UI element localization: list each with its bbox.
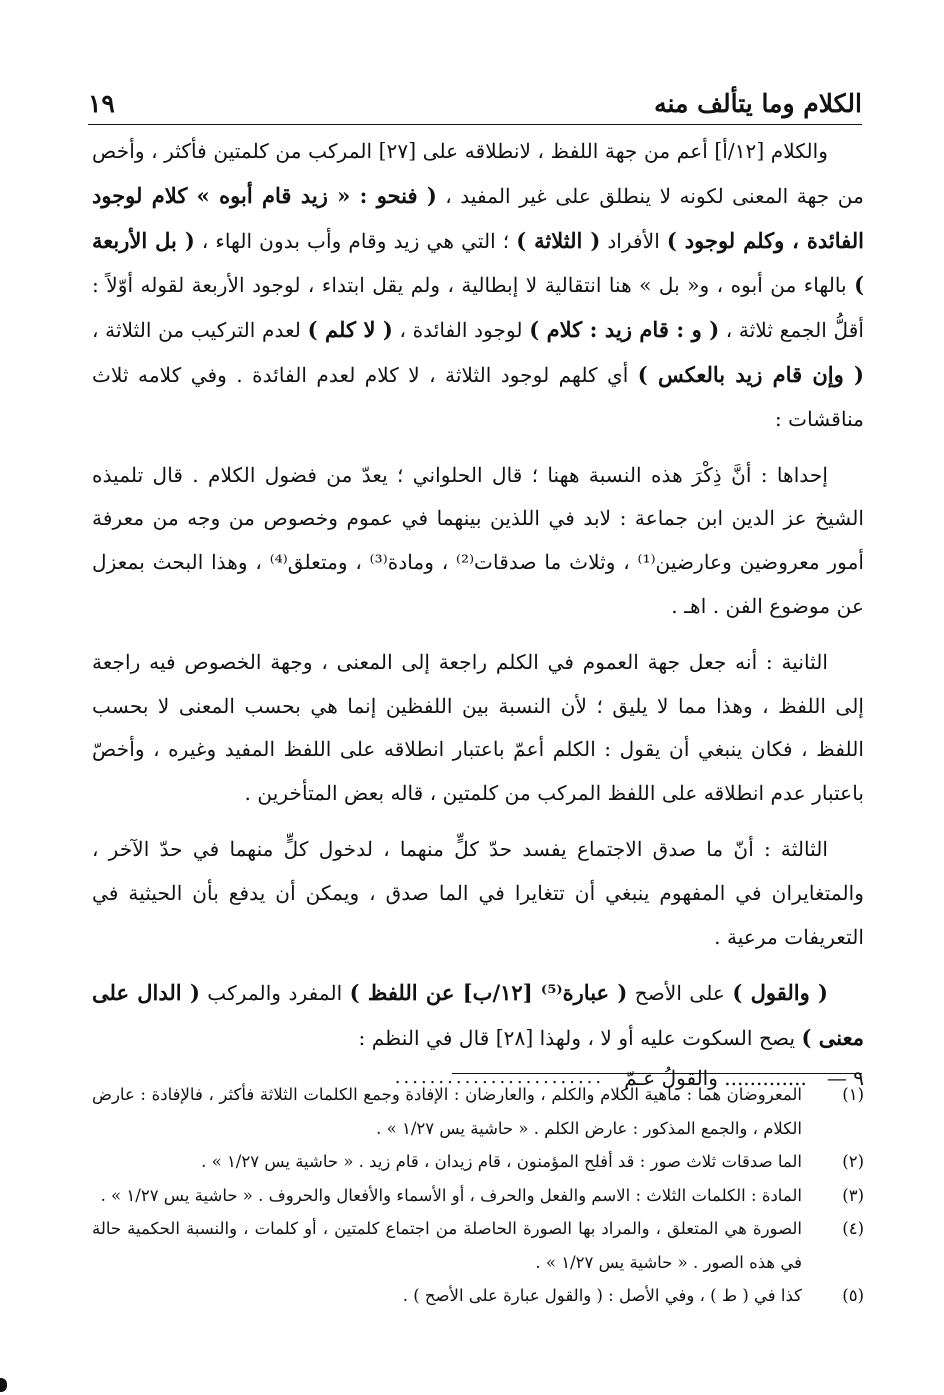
- footnote-text: المادة : الكلمات الثلاث : الاسم والفعل والحرف ، أو الأسماء والأفعال والحروف . « حاشية يس ١/٢٧ » .: [100, 1185, 802, 1205]
- paragraph-3: الثانية : أنه جعل جهة العموم في الكلم راجعة إلى المعنى ، وجهة الخصوص فيه راجعة إلى اللفظ ، وهذا مما لا يليق ؛ لأن النسبة بين اللفظين إنما هي بحسب المعنى لا بحسب اللفظ ، فكان ينبغي أن يقول : الكلم أعمّ باعتبار انطلاقه على اللفظ المفيد وغيره ، وأخصّ باعتبار عدم انطلاقه على اللفظ المركب من كلمتين ، قاله بعض المتأخرين .: [92, 649, 864, 806]
- footnote-text: المعروضان هما : ماهية الكلام والكلم ، والعارضان : الإفادة وجمع الكلمات الثلاثة فأكثر ، فالإفادة : عارض الكلام ، والجمع المذكور : عارض الكلم . « حاشية يس ١/٢٧ » .: [92, 1085, 802, 1138]
- text-run: الأفراد: [600, 228, 667, 253]
- footnote: [92, 1279, 864, 1313]
- paragraph-4: الثالثة : أنّ ما صدق الاجتماع يفسد حدّ كلٍّ منهما ، لدخول كلٍّ منهما في حدّ الآخر ، والمتغايران في المفهوم ينبغي أن تتغايرا في الما صدق ، ويمكن أن يدفع بأن الحيثية في التعريفات مرعية .: [92, 836, 864, 949]
- matn-quote: ( و : قام زيد : كلام ): [529, 317, 720, 343]
- verse-hemistich: ............. والقولُ عـمّ: [624, 1065, 807, 1090]
- page-header: [88, 72, 862, 125]
- paragraph-2: إحداها : أنَّ ذِكْرَ هذه النسبة ههنا ؛ قال الحلواني ؛ يعدّ من فضول الكلام . قال تلميذه الشيخ عز الدين ابن جماعة : لابد في اللذين بينهما في عموم وخصوص من وجه من معرفة أمور معروضين وعارضين⁽¹⁾ ، وثلاث ما صدقات⁽²⁾ ، ومادة⁽³⁾ ، ومتعلق⁽⁴⁾ ، وهذا البحث بمعزل عن موضوع الفن . اهـ .: [92, 462, 864, 618]
- footnote-number: (٢): [842, 1152, 864, 1171]
- footnote-number: (٣): [842, 1185, 864, 1205]
- matn-quote: ( الدال على معنى ): [92, 980, 864, 1051]
- text-run: المفرد والمركب: [199, 981, 350, 1006]
- verse-number: ٩ —: [826, 1065, 864, 1090]
- page-number: ١٩: [88, 89, 115, 118]
- matn-quote: ( عبارة⁽⁵⁾ [١٢/ب] عن اللفظ ): [349, 980, 628, 1006]
- footnote-number: (٥): [842, 1286, 864, 1305]
- text-run: ؛ التي هي زيد وقام وأب بدون الهاء ،: [194, 228, 517, 253]
- footnote: [92, 1179, 864, 1213]
- matn-quote: ( فنحو : « زيد قام أبوه » كلام لوجود الفائدة ، وكلم لوجود ): [92, 182, 865, 253]
- footnote: [92, 1212, 864, 1279]
- matn-quote: ( والقول ): [732, 980, 828, 1006]
- footnote-text: الصورة هي المتعلق ، والمراد بها الصورة الحاصلة من اجتماع كلمتين ، أو كلمات ، والنسبة الحكمية حالة في هذه الصور . « حاشية يس ١/٢٧ » .: [92, 1219, 802, 1272]
- running-title: الكلام وما يتألف منه: [654, 89, 862, 118]
- matn-quote: ( بل الأربعة ): [92, 227, 864, 298]
- paragraph-5: [92, 971, 864, 1061]
- footnote-number: (١): [842, 1085, 864, 1104]
- scan-edge-mark: [0, 1378, 7, 1392]
- footnotes: [92, 1078, 864, 1313]
- matn-quote: ( وإن قام زيد بالعكس ): [637, 361, 864, 387]
- matn-quote: ( لا كلم ): [307, 317, 393, 343]
- text-run: لوجود الفائدة ،: [392, 318, 530, 343]
- text-run: على الأصح: [627, 981, 733, 1006]
- footnote: [92, 1145, 864, 1179]
- paragraph-1: [92, 130, 864, 442]
- text-run: لعدم التركيب من الثلاثة ،: [92, 318, 308, 343]
- main-text: [92, 130, 864, 1095]
- text-run: أي كلهم لوجود الثلاثة ، لا كلام لعدم الفائدة . وفي كلامه ثلاث مناقشات :: [92, 362, 864, 431]
- footnote-text: كذا في ( ط ) ، وفي الأصل : ( والقول عبارة على الأصح ) .: [402, 1286, 802, 1305]
- matn-quote: ( الثلاثة ): [516, 227, 601, 253]
- footnote-number: (٤): [842, 1219, 864, 1238]
- text-run: والكلام [١٢/أ] أعم من جهة اللفظ ، لانطلاقه على [٢٧] المركب من كلمتين فأكثر ، وأخص من جهة المعنى لكونه لا ينطلق على غير المفيد ،: [92, 139, 864, 208]
- footnote: [92, 1078, 864, 1145]
- footnote-text: الما صدقات ثلاث صور : قد أفلح المؤمنون ، قام زيدان ، قام زيد . « حاشية يس ١/٢٧ » .: [201, 1152, 802, 1171]
- text-run: يصح السكوت عليه أو لا ، ولهذا [٢٨] قال في النظم :: [358, 1026, 802, 1051]
- verse-dots: ........................: [394, 1066, 605, 1088]
- text-run: بالهاء من أبوه ، و« بل » هنا انتقالية لا إبطالية ، ولم يقل ابتداء ، لوجود الأربعة لقوله أوّلاً : أقلُّ الجمع ثلاثة ،: [92, 273, 865, 343]
- footnote-divider: [452, 1073, 862, 1074]
